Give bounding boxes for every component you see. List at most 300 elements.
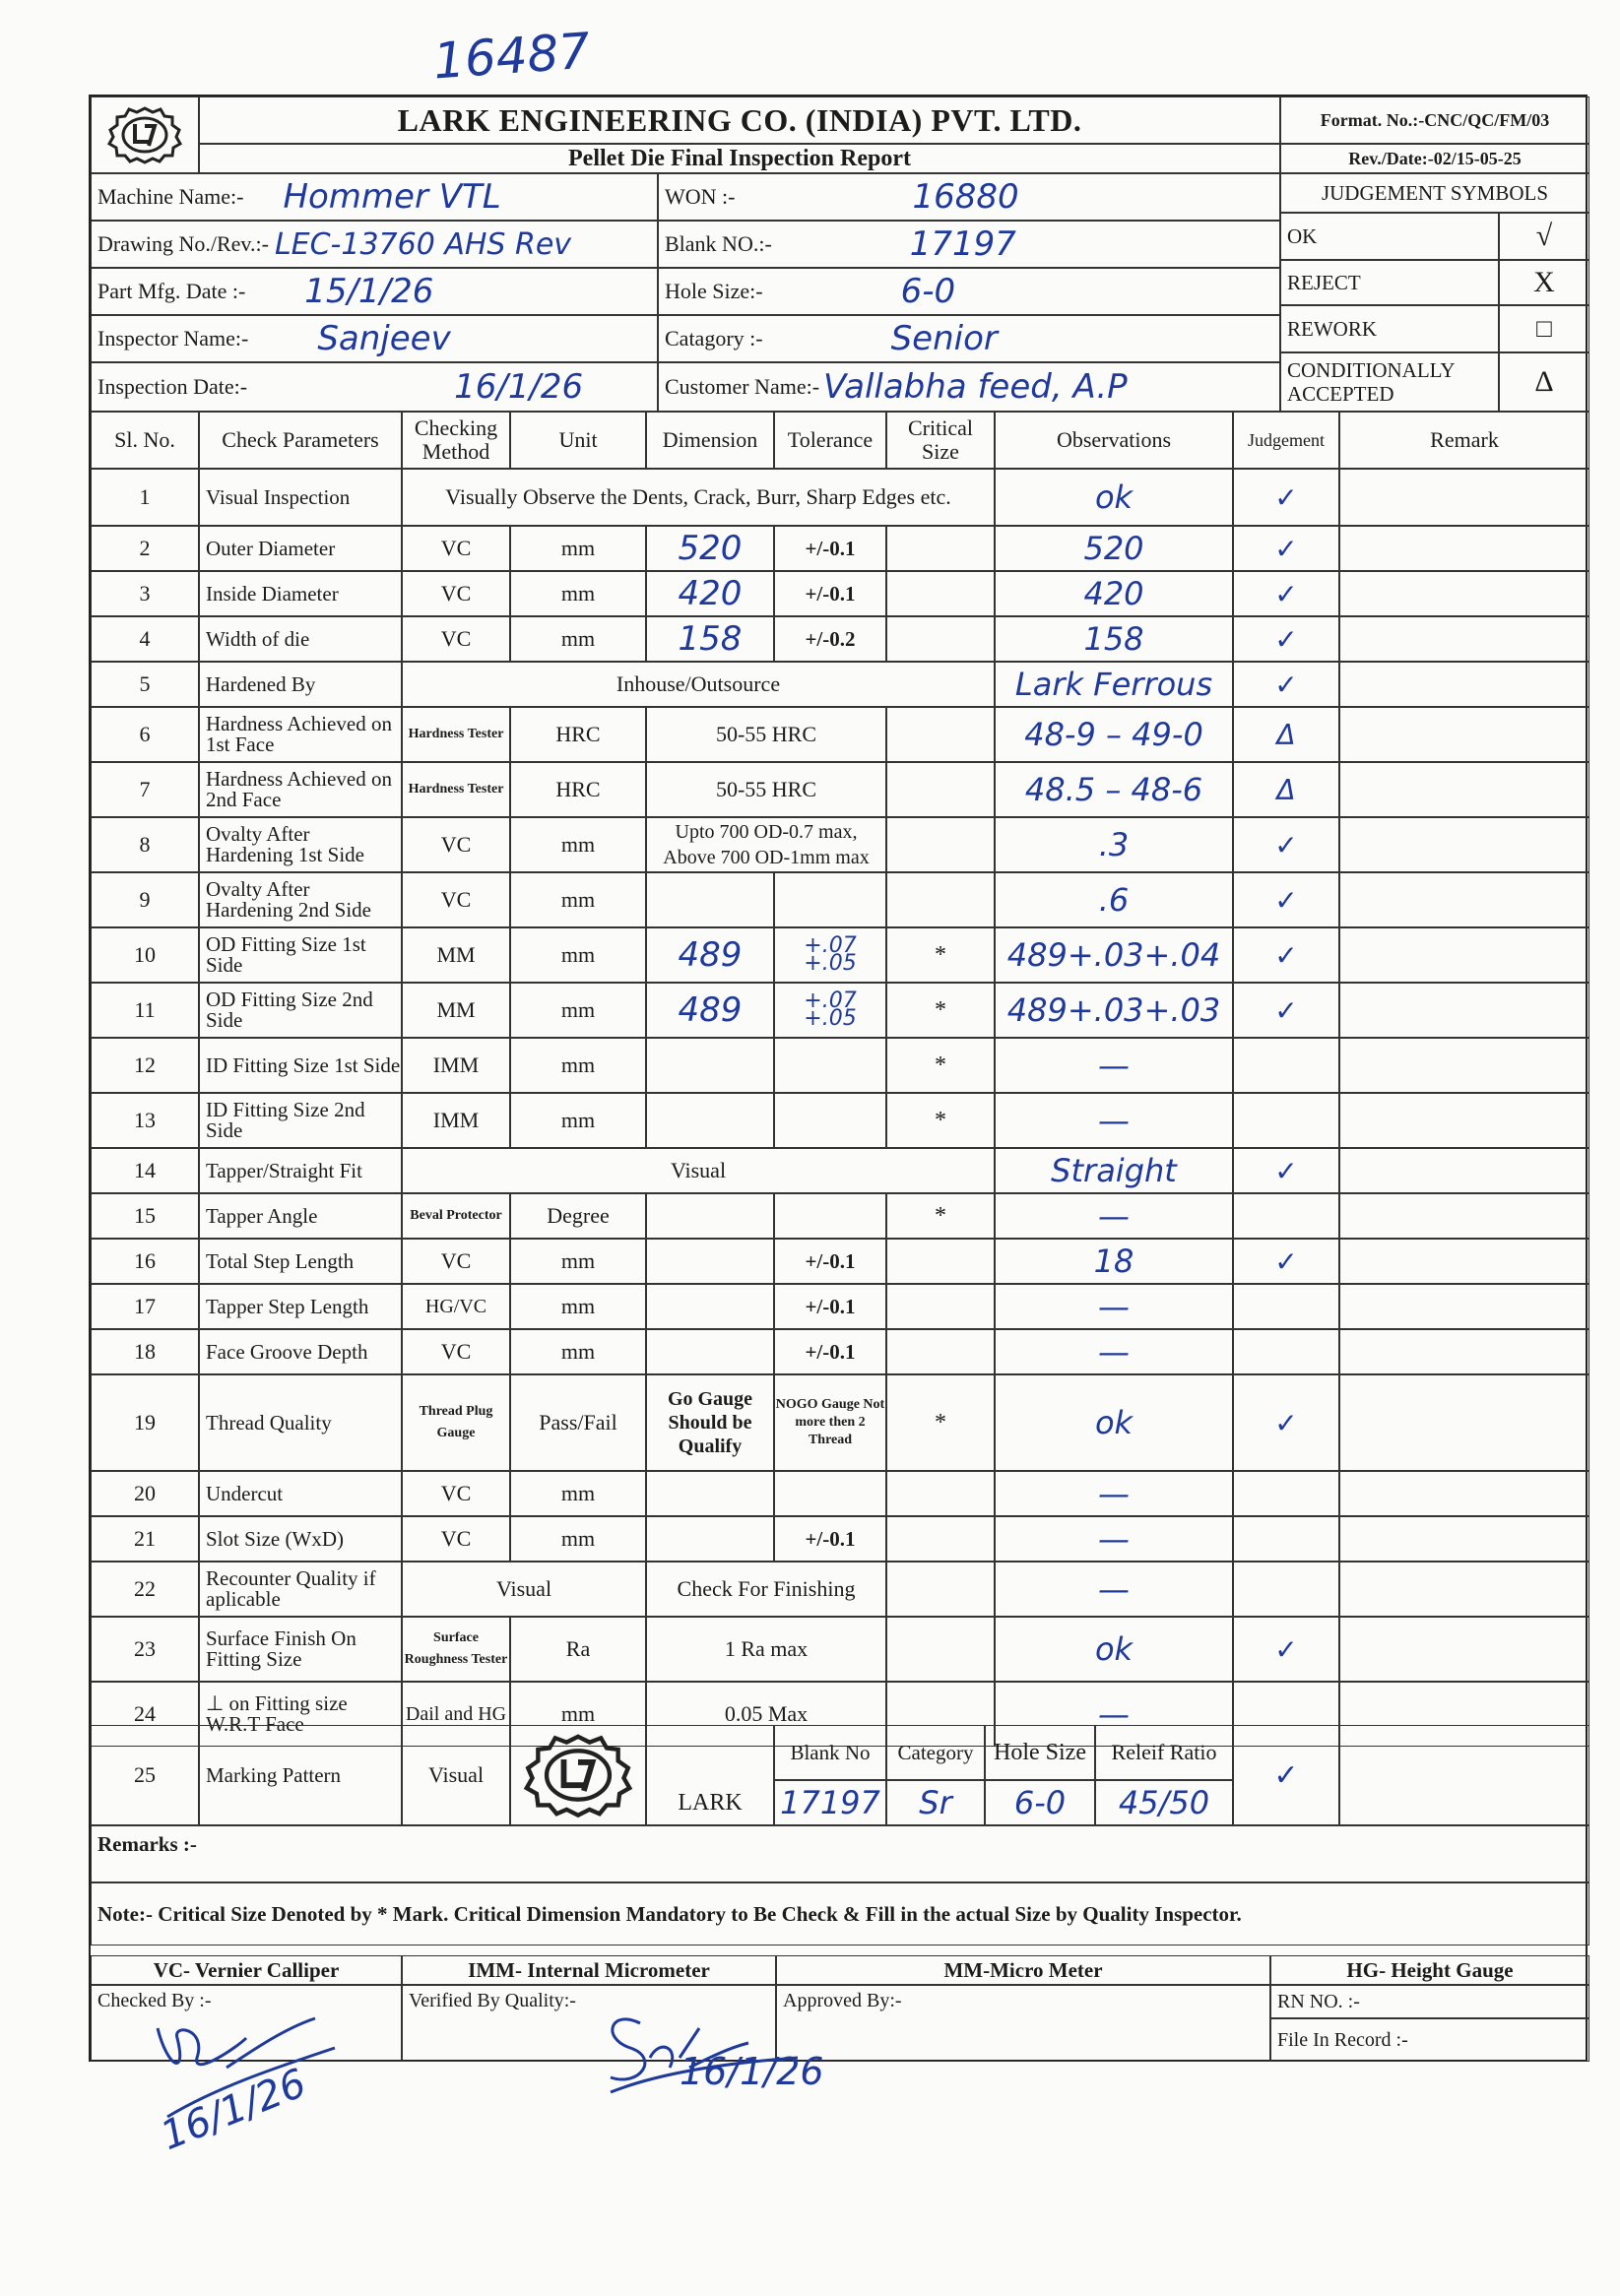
row-judgement: ✓ [1233, 616, 1339, 662]
row-remark [1339, 1329, 1589, 1374]
checked-by-date: 16/1/26 [154, 2060, 313, 2160]
marking-logo [510, 1725, 646, 1825]
row-param: Surface Finish On Fitting Size [199, 1617, 402, 1682]
row-critical: * [886, 1038, 995, 1093]
column-header-sl: Sl. No. [91, 412, 199, 469]
row-spec: 50-55 HRC [646, 707, 886, 762]
inspector-row [91, 315, 658, 362]
row-judgement: ✓ [1233, 927, 1339, 983]
row-observation: 489+.03+.04 [995, 927, 1233, 983]
row-param: Face Groove Depth [199, 1329, 402, 1374]
column-header-judgement: Judgement [1233, 412, 1339, 469]
marking-sl: 25 [91, 1725, 199, 1825]
row-unit: HRC [510, 762, 646, 817]
row-method: MM [402, 983, 510, 1038]
row-tolerance: +/-0.1 [774, 1329, 886, 1374]
row-method: Thread Plug Gauge [402, 1374, 510, 1471]
row-sl: 7 [91, 762, 199, 817]
row-param: Visual Inspection [199, 469, 402, 526]
row-dimension [646, 1284, 774, 1329]
won-value: 16880 [912, 177, 1019, 217]
remarks-row [91, 1825, 1589, 1882]
row-param: Thread Quality [199, 1374, 402, 1471]
row-sl: 1 [91, 469, 199, 526]
blank-value: 17197 [909, 224, 1016, 264]
machine-name-row [91, 173, 658, 221]
row-remark [1339, 571, 1589, 616]
row-remark [1339, 1038, 1589, 1093]
marking-category-value: Sr [886, 1780, 985, 1825]
row-observation: — [995, 1093, 1233, 1148]
symbol-reject-label: REJECT [1280, 260, 1499, 305]
row-span: Inhouse/Outsource [402, 662, 995, 707]
row-param: Tapper Step Length [199, 1284, 402, 1329]
row-dimension: 489 [646, 983, 774, 1038]
row-critical [886, 616, 995, 662]
row-sl: 3 [91, 571, 199, 616]
row-sl: 20 [91, 1471, 199, 1516]
row-observation: — [995, 1038, 1233, 1093]
row-param: Hardness Achieved on 1st Face [199, 707, 402, 762]
row-sl: 15 [91, 1193, 199, 1239]
row-spec: 50-55 HRC [646, 762, 886, 817]
row-spec: Upto 700 OD-0.7 max, Above 700 OD-1mm max [646, 817, 886, 872]
row-critical [886, 872, 995, 927]
marking-gear-logo-icon [519, 1731, 637, 1819]
legend-hg: HG- Height Gauge [1270, 1955, 1589, 1985]
row-critical [886, 1284, 995, 1329]
row-judgement: ✓ [1233, 662, 1339, 707]
row-sl: 12 [91, 1038, 199, 1093]
approved-by-label: Approved By:- [783, 1990, 902, 2011]
inspector-value: Sanjeev [317, 319, 451, 358]
row-judgement: ✓ [1233, 1374, 1339, 1471]
row-param: OD Fitting Size 2nd Side [199, 983, 402, 1038]
row-method: Hardness Tester [402, 707, 510, 762]
checked-by-label: Checked By :- [97, 1990, 212, 2011]
inspection-date-value: 16/1/26 [454, 367, 584, 407]
row-observation: — [995, 1284, 1233, 1329]
row-judgement: ✓ [1233, 469, 1339, 526]
row-param: Tapper Angle [199, 1193, 402, 1239]
drawing-label: Drawing No./Rev.:- [97, 231, 269, 256]
inspection-date-label: Inspection Date:- [97, 374, 248, 399]
hole-value: 6-0 [900, 272, 956, 311]
symbol-conditional-label: CONDITIONALLY ACCEPTED [1280, 352, 1499, 412]
row-unit: mm [510, 1471, 646, 1516]
row-unit: mm [510, 1284, 646, 1329]
customer-row [658, 362, 1280, 412]
row-sl: 17 [91, 1284, 199, 1329]
row-method: VC [402, 571, 510, 616]
row-critical [886, 526, 995, 571]
won-row [658, 173, 1280, 221]
row-param: Width of die [199, 616, 402, 662]
row-judgement: ✓ [1233, 817, 1339, 872]
row-unit: mm [510, 872, 646, 927]
legend-vc: VC- Vernier Calliper [91, 1955, 402, 1985]
category-row [658, 315, 1280, 362]
row-unit: mm [510, 1516, 646, 1562]
row-sl: 19 [91, 1374, 199, 1471]
row-critical: * [886, 1374, 995, 1471]
row-spec: 1 Ra max [646, 1617, 886, 1682]
symbol-reject: X [1499, 260, 1589, 305]
marking-hole-value: 6-0 [985, 1780, 1095, 1825]
row-spec: 0.05 Max [646, 1682, 886, 1747]
customer-label: Customer Name:- [665, 374, 820, 399]
row-judgement: ✓ [1233, 1617, 1339, 1682]
row-tolerance: +/-0.1 [774, 1284, 886, 1329]
row-observation: — [995, 1193, 1233, 1239]
row-judgement [1233, 1329, 1339, 1374]
marking-relief-label: Releif Ratio [1095, 1725, 1233, 1780]
row-param: Hardened By [199, 662, 402, 707]
row-remark [1339, 1148, 1589, 1193]
row-observation: — [995, 1516, 1233, 1562]
row-unit: mm [510, 1038, 646, 1093]
inspector-label: Inspector Name:- [97, 326, 249, 351]
row-sl: 9 [91, 872, 199, 927]
row-remark [1339, 762, 1589, 817]
column-header-critical: Critical Size [886, 412, 995, 469]
row-param: Inside Diameter [199, 571, 402, 616]
row-critical [886, 1562, 995, 1617]
symbol-ok: √ [1499, 213, 1589, 260]
row-judgement: ✓ [1233, 983, 1339, 1038]
row-unit: mm [510, 817, 646, 872]
row-remark [1339, 872, 1589, 927]
hole-label: Hole Size:- [665, 279, 763, 303]
row-observation: 520 [995, 526, 1233, 571]
row-param: ID Fitting Size 1st Side [199, 1038, 402, 1093]
drawing-row [91, 221, 658, 268]
row-judgement: Δ [1233, 707, 1339, 762]
blank-row [658, 221, 1280, 268]
row-method: VC [402, 616, 510, 662]
row-observation: ok [995, 1374, 1233, 1471]
verified-by-label: Verified By Quality:- [409, 1990, 576, 2011]
row-judgement: ✓ [1233, 872, 1339, 927]
row-observation: ok [995, 469, 1233, 526]
row-unit: mm [510, 1093, 646, 1148]
row-remark [1339, 526, 1589, 571]
row-remark [1339, 469, 1589, 526]
row-sl: 21 [91, 1516, 199, 1562]
marking-hole-label: Hole Size [985, 1725, 1095, 1780]
symbol-ok-label: OK [1280, 213, 1499, 260]
row-critical [886, 1516, 995, 1562]
row-unit: mm [510, 616, 646, 662]
row-dimension: Go Gauge Should be Qualify [646, 1374, 774, 1471]
column-header-observations: Observations [995, 412, 1233, 469]
top-handwritten-number: 16487 [431, 22, 592, 91]
marking-relief-value: 45/50 [1095, 1780, 1233, 1825]
row-unit: HRC [510, 707, 646, 762]
row-judgement [1233, 1093, 1339, 1148]
row-sl: 11 [91, 983, 199, 1038]
symbol-rework: □ [1499, 305, 1589, 352]
row-param: Recounter Quality if aplicable [199, 1562, 402, 1617]
row-method: IMM [402, 1038, 510, 1093]
row-observation: .3 [995, 817, 1233, 872]
row-sl: 5 [91, 662, 199, 707]
row-method: IMM [402, 1093, 510, 1148]
row-method: VC [402, 1239, 510, 1284]
legend-mm: MM-Micro Meter [776, 1955, 1270, 1985]
row-remark [1339, 1471, 1589, 1516]
row-dimension [646, 1471, 774, 1516]
row-unit: mm [510, 1329, 646, 1374]
row-spec: Check For Finishing [646, 1562, 886, 1617]
row-param: Hardness Achieved on 2nd Face [199, 762, 402, 817]
category-value: Senior [890, 319, 998, 358]
approved-by-box [776, 1985, 1270, 2062]
row-method: VC [402, 526, 510, 571]
row-remark [1339, 662, 1589, 707]
row-judgement [1233, 1193, 1339, 1239]
marking-judgement: ✓ [1233, 1725, 1339, 1825]
column-header-dimension: Dimension [646, 412, 774, 469]
row-sl: 6 [91, 707, 199, 762]
row-remark [1339, 1562, 1589, 1617]
row-method: VC [402, 1471, 510, 1516]
row-observation: ok [995, 1617, 1233, 1682]
row-sl: 24 [91, 1682, 199, 1747]
marking-remark [1339, 1725, 1589, 1825]
row-sl: 13 [91, 1093, 199, 1148]
won-label: WON :- [665, 184, 736, 209]
part-mfg-label: Part Mfg. Date :- [97, 279, 246, 303]
row-unit: mm [510, 526, 646, 571]
symbol-rework-label: REWORK [1280, 305, 1499, 352]
row-remark [1339, 1374, 1589, 1471]
legend-imm: IMM- Internal Micrometer [402, 1955, 776, 1985]
row-sl: 10 [91, 927, 199, 983]
row-method: HG/VC [402, 1284, 510, 1329]
row-sl: 2 [91, 526, 199, 571]
row-observation: 48-9 – 49-0 [995, 707, 1233, 762]
row-dimension [646, 1193, 774, 1239]
column-header-remark: Remark [1339, 412, 1589, 469]
row-observation: — [995, 1329, 1233, 1374]
hole-row [658, 268, 1280, 315]
row-observation: Straight [995, 1148, 1233, 1193]
row-param: ⊥ on Fitting size W.R.T Face [199, 1682, 402, 1747]
row-unit: mm [510, 1682, 646, 1747]
machine-name-value: Hommer VTL [283, 177, 501, 217]
row-unit: Ra [510, 1617, 646, 1682]
row-remark [1339, 817, 1589, 872]
critical-note: Note:- Critical Size Denoted by * Mark. Critical Dimension Mandatory to Be Check & Fill in the actual Size by Quality Inspector. [91, 1882, 1589, 1945]
row-method: MM [402, 927, 510, 983]
row-remark [1339, 1284, 1589, 1329]
row-observation: 48.5 – 48-6 [995, 762, 1233, 817]
column-header-param: Check Parameters [199, 412, 402, 469]
customer-value: Vallabha feed, A.P [823, 367, 1128, 407]
marking-blank-value: 17197 [774, 1780, 886, 1825]
row-observation: 158 [995, 616, 1233, 662]
row-observation: — [995, 1562, 1233, 1617]
row-remark [1339, 616, 1589, 662]
inspection-date-row [91, 362, 658, 412]
row-tolerance [774, 1193, 886, 1239]
row-observation: 489+.03+.03 [995, 983, 1233, 1038]
row-tolerance [774, 872, 886, 927]
row-dimension [646, 1038, 774, 1093]
marking-lark: LARK [646, 1725, 774, 1825]
row-judgement: ✓ [1233, 1239, 1339, 1284]
blank-label: Blank NO.:- [665, 231, 772, 256]
row-param: Ovalty After Hardening 1st Side [199, 817, 402, 872]
row-param: Outer Diameter [199, 526, 402, 571]
file-in-record: File In Record :- [1270, 2018, 1589, 2062]
row-sl: 4 [91, 616, 199, 662]
row-span: Visually Observe the Dents, Crack, Burr, Sharp Edges etc. [402, 469, 995, 526]
row-dimension [646, 1093, 774, 1148]
row-sl: 8 [91, 817, 199, 872]
row-dimension [646, 872, 774, 927]
inspection-report-sheet [89, 95, 1588, 2062]
row-critical: * [886, 1093, 995, 1148]
row-judgement [1233, 1562, 1339, 1617]
row-dimension: 420 [646, 571, 774, 616]
row-dimension: 158 [646, 616, 774, 662]
row-observation: .6 [995, 872, 1233, 927]
row-method: VC [402, 1329, 510, 1374]
row-method: VC [402, 817, 510, 872]
verified-by-date: 16/1/26 [680, 2050, 824, 2093]
row-unit: mm [510, 571, 646, 616]
row-critical [886, 1239, 995, 1284]
row-tolerance: +/-0.1 [774, 1516, 886, 1562]
row-judgement: ✓ [1233, 526, 1339, 571]
row-judgement [1233, 1471, 1339, 1516]
row-remark [1339, 1193, 1589, 1239]
row-judgement: Δ [1233, 762, 1339, 817]
row-span: Visual [402, 1148, 995, 1193]
column-header-unit: Unit [510, 412, 646, 469]
row-sl: 16 [91, 1239, 199, 1284]
row-tolerance: +.07 +.05 [774, 927, 886, 983]
column-header-tolerance: Tolerance [774, 412, 886, 469]
row-observation: — [995, 1471, 1233, 1516]
row-method: VC [402, 872, 510, 927]
marking-param: Marking Pattern [199, 1725, 402, 1825]
row-param: ID Fitting Size 2nd Side [199, 1093, 402, 1148]
column-header-method: Checking Method [402, 412, 510, 469]
row-critical [886, 707, 995, 762]
row-param: Tapper/Straight Fit [199, 1148, 402, 1193]
row-remark [1339, 707, 1589, 762]
row-unit: mm [510, 983, 646, 1038]
row-judgement: ✓ [1233, 1148, 1339, 1193]
row-remark [1339, 983, 1589, 1038]
row-dimension [646, 1516, 774, 1562]
row-critical: * [886, 927, 995, 983]
row-remark [1339, 1093, 1589, 1148]
row-dimension: 489 [646, 927, 774, 983]
format-number: Format. No.:-CNC/QC/FM/03 [1280, 96, 1589, 144]
row-dimension: 520 [646, 526, 774, 571]
row-critical [886, 571, 995, 616]
row-method: Surface Roughness Tester [402, 1617, 510, 1682]
company-logo [91, 96, 199, 173]
row-method: VC [402, 1516, 510, 1562]
row-tolerance [774, 1471, 886, 1516]
part-mfg-row [91, 268, 658, 315]
category-label: Catagory :- [665, 326, 763, 351]
row-critical [886, 1617, 995, 1682]
row-critical: * [886, 1193, 995, 1239]
row-judgement [1233, 1284, 1339, 1329]
symbol-conditional: Δ [1499, 352, 1589, 412]
row-param: Ovalty After Hardening 2nd Side [199, 872, 402, 927]
row-method-span: Visual [402, 1562, 646, 1617]
row-tolerance: +.07 +.05 [774, 983, 886, 1038]
row-remark [1339, 927, 1589, 983]
row-param: Slot Size (WxD) [199, 1516, 402, 1562]
row-judgement [1233, 1038, 1339, 1093]
row-method: Beval Protector [402, 1193, 510, 1239]
row-tolerance: NOGO Gauge Not more then 2 Thread [774, 1374, 886, 1471]
row-judgement [1233, 1516, 1339, 1562]
row-dimension [646, 1329, 774, 1374]
row-sl: 14 [91, 1148, 199, 1193]
marking-blank-label: Blank No [774, 1725, 886, 1780]
row-judgement: ✓ [1233, 571, 1339, 616]
row-critical: * [886, 983, 995, 1038]
marking-category-label: Category [886, 1725, 985, 1780]
row-sl: 23 [91, 1617, 199, 1682]
row-unit: Degree [510, 1193, 646, 1239]
row-tolerance: +/-0.2 [774, 616, 886, 662]
company-name: LARK ENGINEERING CO. (INDIA) PVT. LTD. [199, 96, 1280, 144]
row-unit: Pass/Fail [510, 1374, 646, 1471]
row-sl: 22 [91, 1562, 199, 1617]
report-title: Pellet Die Final Inspection Report [199, 144, 1280, 173]
row-critical [886, 1329, 995, 1374]
row-sl: 18 [91, 1329, 199, 1374]
row-unit: mm [510, 927, 646, 983]
row-critical [886, 1471, 995, 1516]
row-method: Hardness Tester [402, 762, 510, 817]
gear-logo-icon [105, 104, 184, 165]
row-tolerance [774, 1093, 886, 1148]
marking-method: Visual [402, 1725, 510, 1825]
row-observation: Lark Ferrous [995, 662, 1233, 707]
row-remark [1339, 1617, 1589, 1682]
row-tolerance: +/-0.1 [774, 526, 886, 571]
row-unit: mm [510, 1239, 646, 1284]
revision-date: Rev./Date:-02/15-05-25 [1280, 144, 1589, 173]
row-param: Total Step Length [199, 1239, 402, 1284]
row-observation: 420 [995, 571, 1233, 616]
rn-no: RN NO. :- [1270, 1985, 1589, 2018]
row-method: Dail and HG [402, 1682, 510, 1747]
row-observation: 18 [995, 1239, 1233, 1284]
machine-name-label: Machine Name:- [97, 184, 244, 209]
row-critical [886, 817, 995, 872]
row-param: Undercut [199, 1471, 402, 1516]
drawing-value: LEC-13760 AHS Rev [274, 226, 572, 262]
row-tolerance: +/-0.1 [774, 571, 886, 616]
row-observation: — [995, 1682, 1233, 1747]
remarks-label: Remarks :- [97, 1832, 197, 1856]
row-remark [1339, 1239, 1589, 1284]
row-remark [1339, 1516, 1589, 1562]
row-tolerance [774, 1038, 886, 1093]
